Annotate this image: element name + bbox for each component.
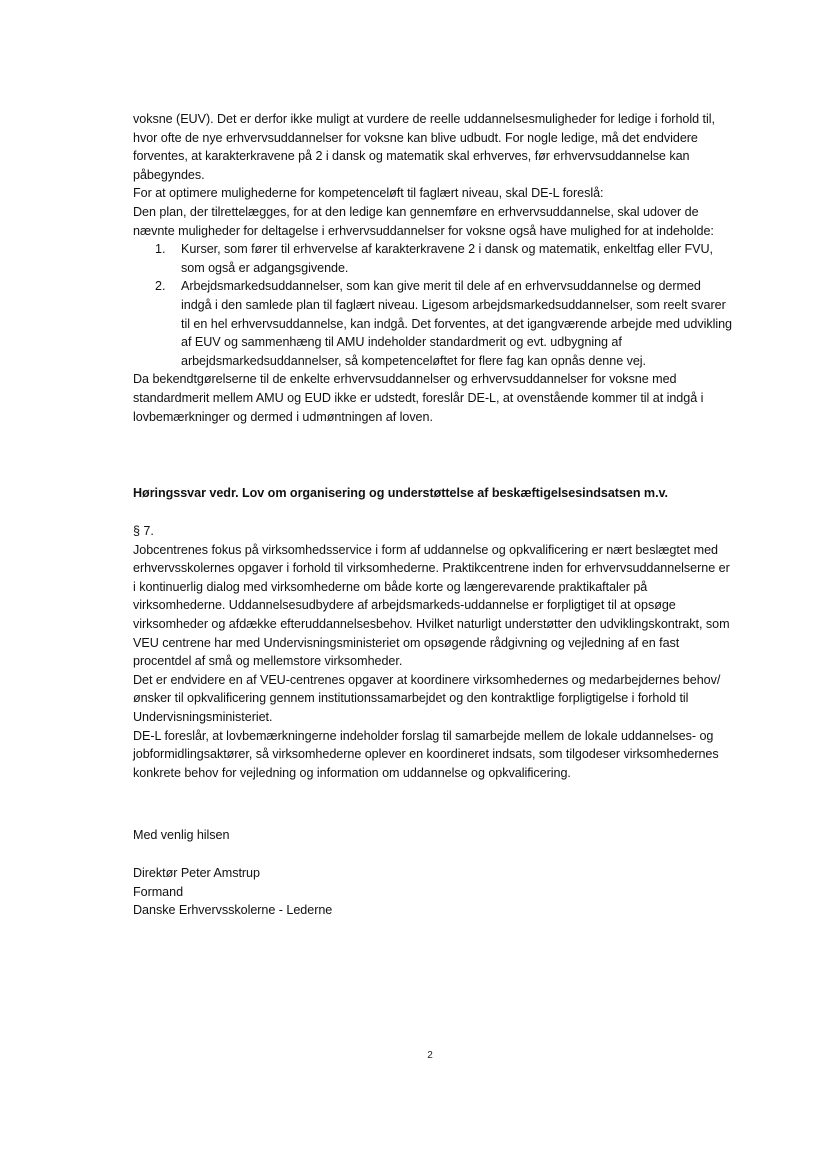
paragraph: DE-L foreslår, at lovbemærkningerne indeholder forslag til samarbejde mellem de lokale uddannelses- og jobformidlingsaktører, så virksomhederne oplever en koordineret indsats, som tilgodeser virksomhedernes konkrete behov for vejledning og information om uddannelse og opkvalificering. [133, 728, 719, 780]
section-block-2 [133, 522, 733, 782]
signatory-organization: Danske Erhvervsskolerne - Lederne [133, 903, 333, 918]
paragraph: Den plan, der tilrettelægges, for at den ledige kan gennemføre en erhvervsuddannelse, skal udover de nævnte muligheder for deltagelse i erhvervsuddannelser for voksne også have mulighed for at indeholde: [133, 204, 714, 238]
paragraph: voksne (EUV). Det er derfor ikke muligt at vurdere de reelle uddannelsesmuligheder for ledige i forhold til, hvor ofte de nye erhvervsuddannelser for voksne kan blive udbudt. For nogle ledige, må det endvidere forventes, at karakterkravene på 2 i dansk og matematik skal erhverves, før erhvervsuddannelse kan påbegyndes. [133, 112, 715, 182]
list-item [133, 240, 733, 277]
list-number: 1. [155, 242, 166, 257]
paragraph: Det er endvidere en af VEU-centrenes opgaver at koordinere virksomhedernes og medarbejdernes behov/ønsker til opkvalificering gennem institutionssamarbejdet og den kontraktlige forpligtigelse i forhold til Undervisningsministeriet. [133, 672, 721, 724]
section-heading: Høringssvar vedr. Lov om organisering og understøttelse af beskæftigelsesindsatsen m.v. [133, 486, 668, 500]
paragraph: Da bekendtgørelserne til de enkelte erhvervsuddannelser og erhvervsuddannelser for voksne med standardmerit mellem AMU og EUD ikke er udstedt, foreslår DE-L, at ovenstående kommer til at indgå i lovbemærkninger og dermed i udmøntningen af loven. [133, 372, 704, 424]
signature-block [133, 864, 733, 920]
list-text: Kurser, som fører til erhvervelse af karakterkravene 2 i dansk og matematik, enkeltfag eller FVU, som også er adgangsgivende. [181, 242, 713, 275]
paragraph: For at optimere mulighederne for kompetenceløft til faglært niveau, skal DE-L foreslå: [133, 186, 604, 201]
numbered-list [133, 240, 733, 370]
list-text: Arbejdsmarkedsuddannelser, som kan give merit til dele af en erhvervsuddannelse og dermed indgå i den samlede plan til faglært niveau. Ligesom arbejdsmarkedsuddannelser, som reelt svarer til en hel erhvervsuddannelse, kan indgå. Det forventes, at det igangværende arbejde med udvikling af EUV og sammenhæng til AMU indeholder standardmerit og evt. udbygning af arbejdsmarkedsuddannelser, så kompetenceløftet for flere fag kan opnås denne vej. [181, 279, 732, 368]
section-number: § 7. [133, 524, 154, 538]
signatory-role: Formand [133, 884, 184, 899]
section-block-1 [133, 110, 733, 426]
list-number: 2. [155, 279, 166, 294]
closing-greeting: Med venlig hilsen [133, 828, 230, 842]
signatory-name: Direktør Peter Amstrup [133, 866, 260, 880]
list-item [133, 277, 733, 370]
paragraph: Jobcentrenes fokus på virksomhedsservice i form af uddannelse og opkvalificering er nært beslægtet med erhvervsskolernes opgaver i forhold til virksomhederne. Praktikcentrene inden for erhvervsuddannelserne er i kontinuerlig dialog med virksomhederne om både korte og længerevarende praktikaftaler på virksomhederne. Uddannelsesudbydere af arbejdsmarkeds-uddannelse er forpligtiget til at opsøge virksomheder og afdække efteruddannelsesbehov. Hvilket naturligt understøtter den udviklingskontrakt, som VEU centrene har med Undervisningsministeriet om opsøgende rådgivning og vejledning af en fast procentdel af små og mellemstore virksomheder. [133, 542, 730, 669]
page-number: 2 [427, 1050, 433, 1061]
